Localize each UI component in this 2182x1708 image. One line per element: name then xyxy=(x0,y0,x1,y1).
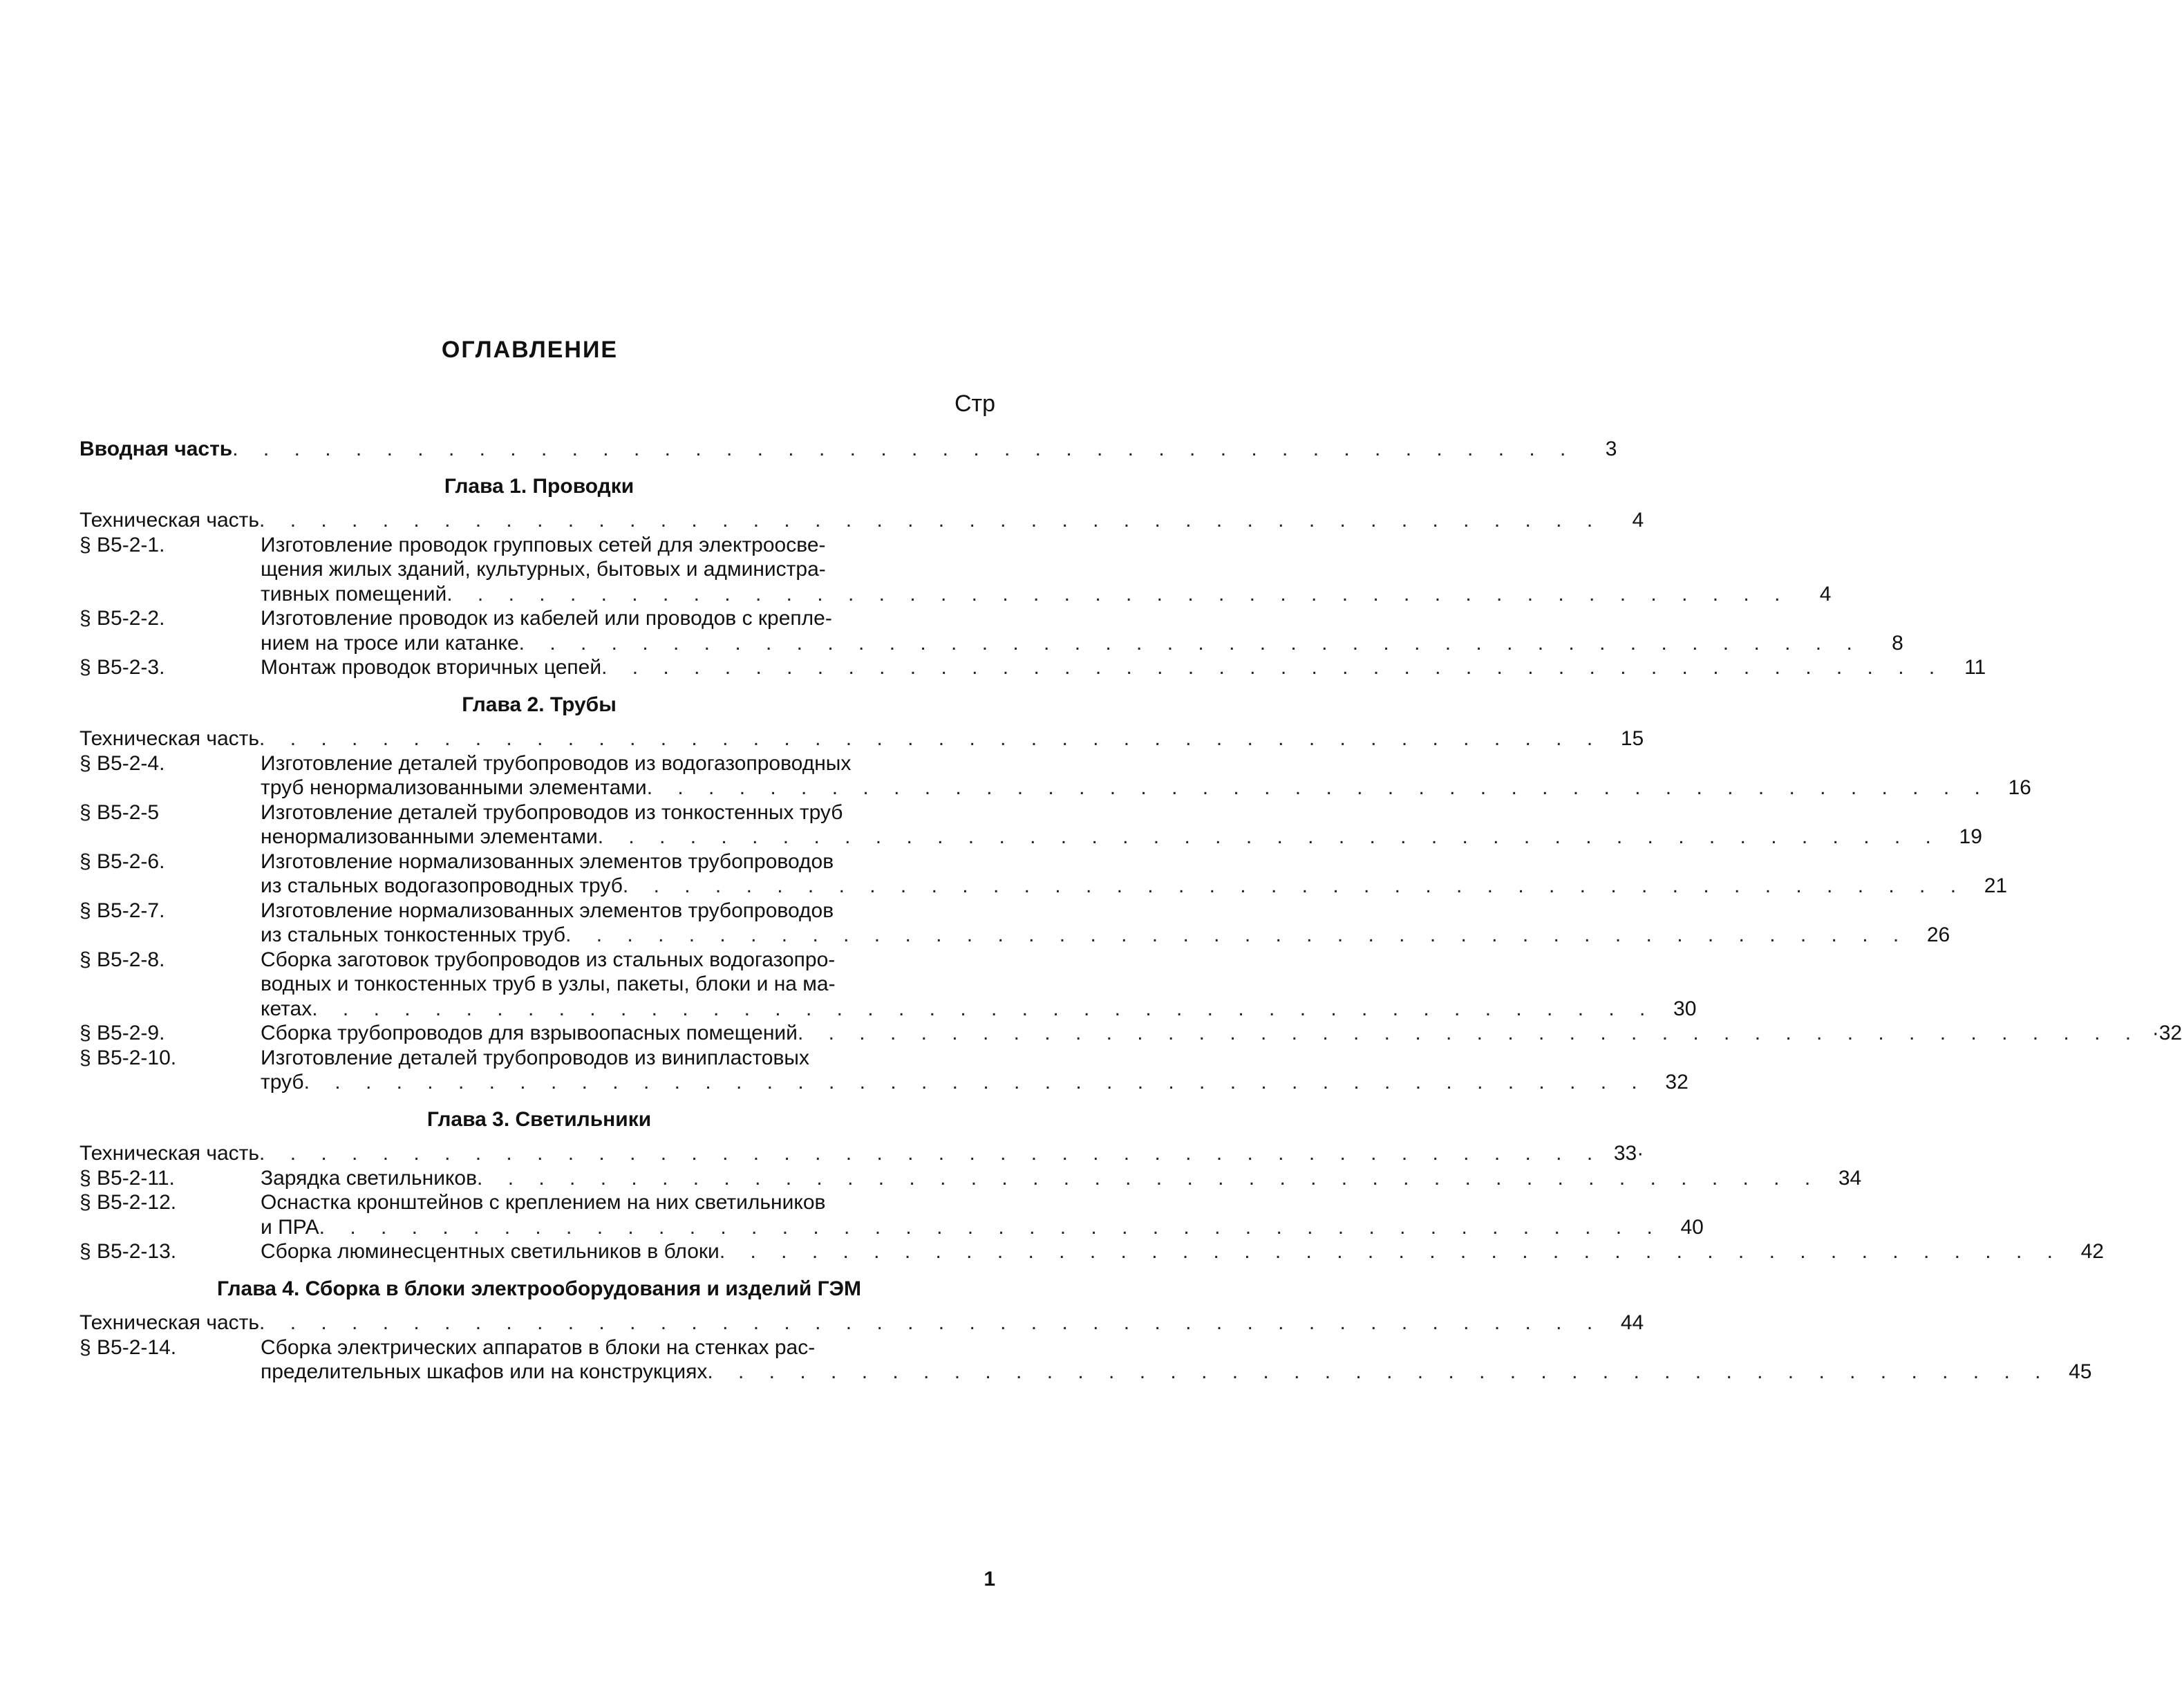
toc-entry-line xyxy=(79,1239,2104,1264)
section-number: § В5-2-14. xyxy=(79,1335,177,1359)
page-title: ОГЛАВЛЕНИЕ xyxy=(441,337,619,363)
leader-dots: . . . . . . . . . . . . . . . . . . . . . . . . . . . . . . . . . . . . . . . . . . . . xyxy=(622,874,1966,897)
toc-entry-line xyxy=(79,1190,999,1215)
toc-entry-line xyxy=(79,751,999,776)
section-number: § В5-2-10. xyxy=(79,1046,177,1069)
toc-entry-line xyxy=(79,923,1950,948)
section-number: § В5-2-12. xyxy=(79,1191,177,1214)
leader-dots: . . . . . . . . . . . . . . . . . . . . . . . . . . . . . . . . . . . . . . . . . . . . xyxy=(259,1311,1603,1334)
toc-entry-line xyxy=(79,1311,1644,1335)
toc-entry-line xyxy=(79,1070,1689,1095)
section-number: § В5-2-4. xyxy=(79,751,165,775)
entry-title: Техническая часть xyxy=(79,1311,260,1334)
chapter-heading: Глава 3. Светильники xyxy=(426,1107,652,1131)
leader-dots: . . . . . . . . . . . . . . . . . . . . . . . . . . . . . . . . . . . . . . . . . . . . xyxy=(797,1022,2141,1044)
toc-entry-line xyxy=(79,776,2031,800)
entry-page-number: 34 xyxy=(1838,1166,1862,1190)
entry-page-number: 21 xyxy=(1984,874,2008,897)
toc-entry-line xyxy=(79,582,1832,607)
entry-page-number: 3 xyxy=(1605,438,1617,460)
entry-title: Сборка электрических аппаратов в блоки на стенках рас- xyxy=(261,1335,816,1359)
toc-entry-line xyxy=(79,972,999,997)
page-number: 1 xyxy=(984,1568,995,1590)
toc-entry-line xyxy=(79,437,1617,462)
leader-dots: . . . . . . . . . . . . . . . . . . . . . . . . . . . . . . . . . . . . . . . . . . . . xyxy=(259,509,1603,532)
leader-dots: . . . . . . . . . . . . . . . . . . . . . . . . . . . . . . . . . . . . . . . . . . . . xyxy=(232,438,1576,460)
entry-page-number: 15 xyxy=(1620,727,1644,750)
entry-page-number: ·32 xyxy=(2152,1022,2182,1044)
entry-title: Изготовление проводок из кабелей или проводов с крепле- xyxy=(261,607,832,630)
toc-entry-line xyxy=(79,948,999,973)
chapter-heading: Глава 2. Трубы xyxy=(462,693,617,716)
entry-page-number: 30 xyxy=(1673,997,1697,1020)
leader-dots: . . . . . . . . . . . . . . . . . . . . . . . . . . . . . . . . . . . . . . . . . . . . xyxy=(446,582,1790,606)
section-number: § В5-2-11. xyxy=(79,1166,175,1190)
entry-page-number: 11 xyxy=(1964,656,1986,679)
entry-title: водных и тонкостенных труб в узлы, пакеты, блоки и на ма- xyxy=(261,973,836,995)
entry-title: из стальных тонкостенных труб xyxy=(261,923,566,946)
toc-entry-line xyxy=(79,726,1644,751)
entry-title: Техническая часть xyxy=(79,727,260,750)
leader-dots: . . . . . . . . . . . . . . . . . . . . . . . . . . . . . . . . . . . . . . . . . . . . xyxy=(259,1142,1603,1165)
toc-entry-line xyxy=(79,508,1644,533)
toc-entry-line xyxy=(79,655,1986,680)
entry-title: Сборка трубопроводов для взрывоопасных помещений xyxy=(261,1022,798,1044)
entry-page-number: 32 xyxy=(1665,1071,1689,1094)
toc-entry-line xyxy=(79,997,1697,1022)
section-number: § В5-2-7. xyxy=(79,899,165,922)
section-number: § В5-2-2. xyxy=(79,607,165,630)
entry-title: Сборка люминесцентных светильников в блоки xyxy=(261,1240,720,1263)
entry-title: труб xyxy=(261,1071,304,1094)
entry-title: Техническая часть xyxy=(79,1142,260,1165)
page-column-label: Стр xyxy=(954,391,995,417)
section-number: § В5-2-6. xyxy=(79,850,165,873)
toc-entry-line xyxy=(79,1166,1862,1191)
entry-title: и ПРА xyxy=(261,1215,319,1239)
section-number: § В5-2-5 xyxy=(79,800,160,824)
entry-title: Изготовление нормализованных элементов трубопроводов xyxy=(261,850,834,873)
leader-dots: . . . . . . . . . . . . . . . . . . . . . . . . . . . . . . . . . . . . . . . . . . . . xyxy=(259,727,1603,750)
leader-dots: . . . . . . . . . . . . . . . . . . . . . . . . . . . . . . . . . . . . . . . . . . . . xyxy=(707,1360,2051,1383)
section-number: § В5-2-3. xyxy=(79,656,165,679)
leader-dots: . . . . . . . . . . . . . . . . . . . . . . . . . . . . . . . . . . . . . . . . . . . . xyxy=(597,825,1941,848)
toc-entry-line xyxy=(79,800,999,825)
entry-title: Изготовление деталей трубопроводов из тонкостенных труб xyxy=(261,800,843,824)
entry-title: Зарядка светильников xyxy=(261,1166,478,1190)
toc-entry-line xyxy=(79,631,1903,656)
toc-entry-line xyxy=(79,850,999,874)
entry-page-number: 40 xyxy=(1680,1215,1704,1239)
entry-title: Изготовление проводок групповых сетей для электроосве- xyxy=(261,533,826,556)
entry-title: щения жилых зданий, культурных, бытовых и администра- xyxy=(261,558,826,581)
toc-entry-line xyxy=(79,1215,1704,1240)
entry-title: из стальных водогазопроводных труб xyxy=(261,874,623,897)
toc-entry-line xyxy=(79,1360,2092,1385)
toc-entry-line xyxy=(79,825,1982,850)
entry-page-number: 42 xyxy=(2080,1240,2104,1263)
leader-dots: . . . . . . . . . . . . . . . . . . . . . . . . . . . . . . . . . . . . . . . . . . . . xyxy=(518,631,1862,655)
entry-page-number: 45 xyxy=(2069,1360,2092,1383)
entry-title: Техническая часть xyxy=(79,509,260,532)
entry-title: кетах xyxy=(261,997,312,1020)
leader-dots: . . . . . . . . . . . . . . . . . . . . . . . . . . . . . . . . . . . . . . . . . . . . xyxy=(477,1166,1821,1190)
leader-dots: . . . . . . . . . . . . . . . . . . . . . . . . . . . . . . . . . . . . . . . . . . . . xyxy=(312,997,1655,1020)
entry-page-number: 33· xyxy=(1613,1142,1644,1165)
entry-title: Монтаж проводок вторичных цепей xyxy=(261,656,602,679)
toc-entry-line xyxy=(79,1021,2182,1046)
chapter-heading: Глава 1. Проводки xyxy=(444,474,634,498)
entry-page-number: 4 xyxy=(1819,582,1832,606)
section-number: § В5-2-1. xyxy=(79,533,165,556)
entry-title: Вводная часть xyxy=(79,438,233,460)
entry-title: ненормализованными элементами xyxy=(261,825,598,848)
entry-page-number: 16 xyxy=(2008,776,2031,799)
toc-entry-line xyxy=(79,1046,999,1071)
toc-entry-line xyxy=(79,1141,1644,1166)
entry-title: тивных помещений xyxy=(261,582,447,606)
leader-dots: . . . . . . . . . . . . . . . . . . . . . . . . . . . . . . . . . . . . . . . . . . . . xyxy=(601,656,1945,679)
leader-dots: . . . . . . . . . . . . . . . . . . . . . . . . . . . . . . . . . . . . . . . . . . . . xyxy=(646,776,1990,799)
section-number: § В5-2-9. xyxy=(79,1022,165,1044)
entry-title: Оснастка кронштейнов с креплением на них светильников xyxy=(261,1191,826,1214)
entry-page-number: 44 xyxy=(1620,1311,1644,1334)
toc-entry-line xyxy=(79,874,2008,899)
section-number: § В5-2-8. xyxy=(79,948,165,971)
entry-page-number: 26 xyxy=(1926,923,1950,946)
entry-page-number: 4 xyxy=(1632,509,1644,532)
toc-entry-line xyxy=(79,899,999,923)
entry-title: труб ненормализованными элементами xyxy=(261,776,647,799)
entry-title: нием на тросе или катанке xyxy=(261,631,519,655)
chapter-heading: Глава 4. Сборка в блоки электрооборудования и изделий ГЭМ xyxy=(216,1277,862,1300)
entry-title: Изготовление деталей трубопроводов из водогазопроводных xyxy=(261,751,852,775)
toc-entry-line xyxy=(79,606,999,631)
entry-title: пределительных шкафов или на конструкциях xyxy=(261,1360,708,1383)
leader-dots: . . . . . . . . . . . . . . . . . . . . . . . . . . . . . . . . . . . . . . . . . . . . xyxy=(319,1215,1662,1239)
entry-page-number: 19 xyxy=(1959,825,1982,848)
toc-entry-line xyxy=(79,1335,999,1360)
table-of-contents xyxy=(79,437,2182,1385)
leader-dots: . . . . . . . . . . . . . . . . . . . . . . . . . . . . . . . . . . . . . . . . . . . . xyxy=(719,1240,2062,1263)
entry-title: Сборка заготовок трубопроводов из стальных водогазопро- xyxy=(261,948,836,971)
entry-title: Изготовление деталей трубопроводов из винипластовых xyxy=(261,1046,809,1069)
entry-page-number: 8 xyxy=(1892,631,1903,655)
toc-entry-line xyxy=(79,557,999,582)
leader-dots: . . . . . . . . . . . . . . . . . . . . . . . . . . . . . . . . . . . . . . . . . . . . xyxy=(303,1071,1647,1094)
entry-title: Изготовление нормализованных элементов трубопроводов xyxy=(261,899,834,922)
section-number: § В5-2-13. xyxy=(79,1240,177,1263)
toc-entry-line xyxy=(79,533,999,558)
leader-dots: . . . . . . . . . . . . . . . . . . . . . . . . . . . . . . . . . . . . . . . . . . . . xyxy=(565,923,1909,946)
